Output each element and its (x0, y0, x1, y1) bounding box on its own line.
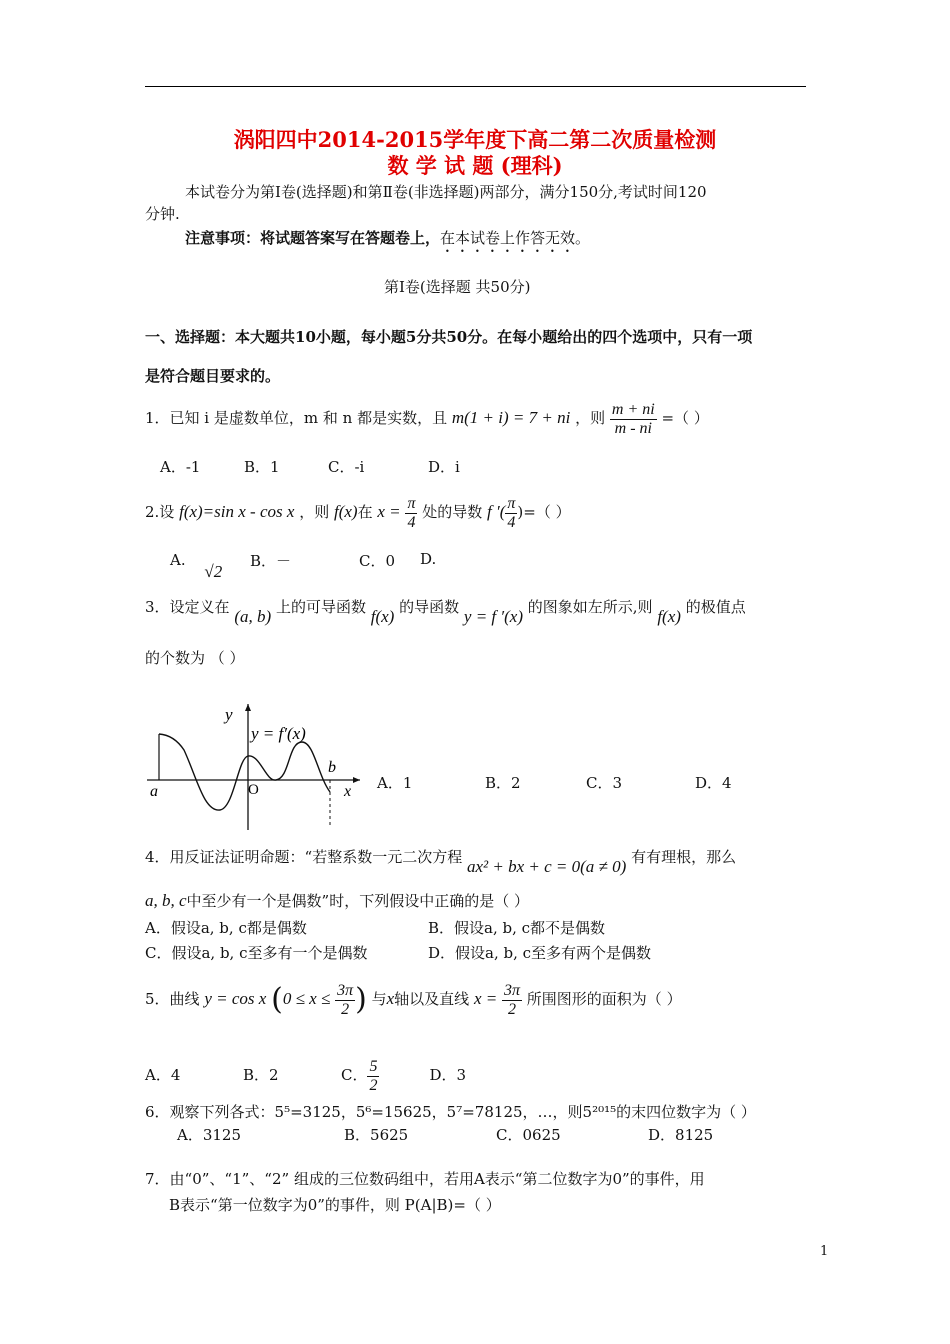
exam-subtitle: 数 学 试 题 (理科) (387, 153, 563, 178)
q1-then: ，则 (575, 409, 606, 427)
graph-x-arrow (353, 777, 360, 783)
q2-then: ，则 (299, 503, 330, 521)
page-number: 1 (820, 1244, 829, 1259)
derivative-graph (142, 700, 367, 832)
q2-option-c: C．0 (359, 552, 396, 570)
q5-paren-left: ( (271, 982, 283, 1017)
q4-option-a: A．假设a, b, c都是偶数 (145, 919, 307, 937)
q2-fprime: f ′( (487, 502, 506, 521)
q5-frac2-den: 2 (508, 1000, 516, 1018)
q2-blank: )=（ ） (517, 503, 571, 521)
q4-option-b: B．假设a, b, c都不是偶数 (428, 919, 606, 937)
q3-option-c: C．3 (586, 774, 623, 792)
q1-frac-den: m - ni (614, 419, 652, 437)
q5-with: 与 (371, 990, 387, 1008)
q5-frac-den: 2 (341, 1000, 350, 1018)
question-2 (145, 492, 571, 532)
notice-dotted: 在本试卷上作答无效 (440, 229, 576, 247)
q2-frac2-den: 4 (507, 513, 516, 531)
q5-option-c-frac (367, 1058, 379, 1095)
q5-fraction (335, 982, 355, 1019)
q4-text-b: 有有理根，那么 (631, 848, 737, 866)
q1-blank: =（ ） (661, 409, 709, 427)
graph-curve (159, 734, 330, 810)
q2-frac-den: 4 (407, 513, 416, 531)
q1-frac-num: m + ni (611, 400, 655, 418)
q3-fx2: f(x) (657, 607, 681, 626)
q2-option-a-label: A. (170, 551, 186, 569)
q4-option-c: C．假设a, b, c至多有一个是偶数 (145, 944, 368, 962)
q1-fraction (610, 401, 657, 438)
q2-at: 在 (357, 503, 373, 521)
intro-line1: 本试卷分为第Ⅰ卷(选择题)和第Ⅱ卷(非选择题)两部分，满分150分,考试时间120 (185, 183, 707, 201)
question-4-line1 (145, 846, 737, 876)
q5-x: x (386, 989, 395, 1008)
instructions-line1: 一、选择题：本大题共10小题，每小题5分共50分。在每小题给出的四个选项中，只有一项 (145, 328, 753, 346)
question-5 (145, 976, 682, 1023)
q5-fraction-2 (502, 982, 522, 1019)
question-7-line2: B表示“第一位数字为0”的事件，则 P(A|B)=（ ） (169, 1196, 501, 1214)
q5-curve: y = cos x (204, 989, 267, 1008)
graph-b-label: b (328, 759, 336, 776)
q1-equation: m(1 + i) = 7 + ni (451, 408, 571, 427)
q4-text-a: 4．用反证法证明命题：“若整系数一元二次方程 (145, 848, 463, 866)
q5-paren-right: ) (355, 982, 367, 1017)
q5-axis-text: 轴以及直线 (394, 990, 470, 1008)
q6-option-b: B．5625 (344, 1126, 409, 1144)
q6-option-d: D．8125 (648, 1126, 714, 1144)
q3-text-c: 的导函数 (399, 598, 460, 616)
q3-option-a: A．1 (377, 774, 413, 792)
q2-option-b: B．－ (250, 552, 292, 570)
q1-option-b: B．1 (244, 458, 280, 476)
q5-prefix: 5．曲线 (145, 990, 200, 1008)
q6-option-a: A．3125 (177, 1126, 242, 1144)
q1-option-d: D．i (428, 458, 460, 476)
q4-option-d: D．假设a, b, c至多有两个是偶数 (428, 944, 652, 962)
q5-frac2-num: 3π (504, 981, 521, 999)
question-7-line1: 7．由“0”、“1”、“2” 组成的三位数码组中，若用A表示“第二位数字为0”的事件，用 (145, 1170, 705, 1188)
top-rule (145, 86, 806, 87)
q2-frac2-num: π (507, 494, 516, 512)
q3-option-b: B．2 (485, 774, 521, 792)
graph-a-label: a (150, 783, 158, 800)
graph-equation-label: y = f′(x) (251, 724, 306, 743)
graph-y-arrow (245, 704, 251, 711)
q2-fx: f(x) (334, 502, 358, 521)
q2-prefix: 2.设 (145, 503, 175, 521)
q2-fraction-pi4-b (505, 495, 517, 532)
q2-deriv-text: 处的导数 (422, 503, 483, 521)
question-4-line2 (145, 890, 529, 911)
instructions-line2: 是符合题目要求的。 (145, 367, 281, 385)
q4-text-line2: 中至少有一个是偶数”时，下列假设中正确的是（ ） (186, 892, 529, 910)
notice-bold: 注意事项：将试题答案写在答题卷上， (185, 229, 441, 247)
exam-title: 涡阳四中2014-2015学年度下高二第二次质量检测 (233, 127, 717, 152)
q2-function: f(x)=sin x - cos x (179, 502, 295, 521)
q3-text-e: 的极值点 (685, 598, 746, 616)
question-3-line1 (145, 596, 746, 626)
q2-option-a-sqrt2: √2 (204, 562, 223, 581)
q1-option-c: C．-i (328, 458, 365, 476)
section-heading: 第Ⅰ卷(选择题 共50分) (384, 278, 531, 296)
q3-text-a: 3．设定义在 (145, 598, 230, 616)
q1-option-a: A．-1 (160, 458, 201, 476)
q5-range: 0 ≤ x ≤ (282, 989, 331, 1008)
q5-option-c: C． (341, 1066, 368, 1084)
q3-fx1: f(x) (370, 607, 395, 626)
q5-options (145, 1052, 466, 1098)
question-6: 6．观察下列各式：5⁵=3125，5⁶=15625，5⁷=78125，…，则5²⁰¹⁵的末四位数字为（ ） (145, 1103, 756, 1121)
q5-c-den: 2 (369, 1076, 378, 1094)
graph-y-label: y (225, 705, 233, 724)
question-3-line2: 的个数为 （ ） (145, 649, 245, 667)
q4-equation: ax² + bx + c = 0(a ≠ 0) (467, 857, 627, 876)
q5-frac-num: 3π (337, 981, 354, 999)
q3-option-d: D．4 (695, 774, 732, 792)
q5-line-eq: x = (473, 989, 498, 1008)
graph-origin-label: O (248, 782, 259, 798)
intro-line2: 分钟. (145, 205, 180, 223)
q2-option-a (170, 550, 223, 581)
q2-option-d: D. (420, 550, 437, 568)
q5-option-a: A．4 (145, 1066, 181, 1084)
q5-end: 所围图形的面积为（ ） (526, 990, 682, 1008)
q3-text-b: 上的可导函数 (275, 598, 366, 616)
notice (185, 227, 590, 256)
q3-text-d: 的图象如左所示,则 (527, 598, 653, 616)
q2-frac-num: π (407, 494, 416, 512)
graph-x-label: x (344, 783, 352, 800)
q2-fraction-pi4 (405, 495, 417, 532)
q3-yfprime: y = f ′(x) (463, 607, 523, 626)
notice-end: 。 (575, 229, 591, 247)
q1-prefix: 1．已知 i 是虚数单位，m 和 n 都是实数，且 (145, 409, 448, 427)
q5-option-b: B．2 (243, 1066, 279, 1084)
q3-interval: (a, b) (234, 607, 272, 626)
q4-abc: a, b, c (145, 891, 187, 910)
q5-option-d: D．3 (429, 1066, 467, 1084)
q6-option-c: C．0625 (496, 1126, 561, 1144)
q5-c-num: 5 (369, 1057, 378, 1075)
question-1 (145, 398, 709, 438)
q2-x-eq: x = (377, 502, 401, 521)
